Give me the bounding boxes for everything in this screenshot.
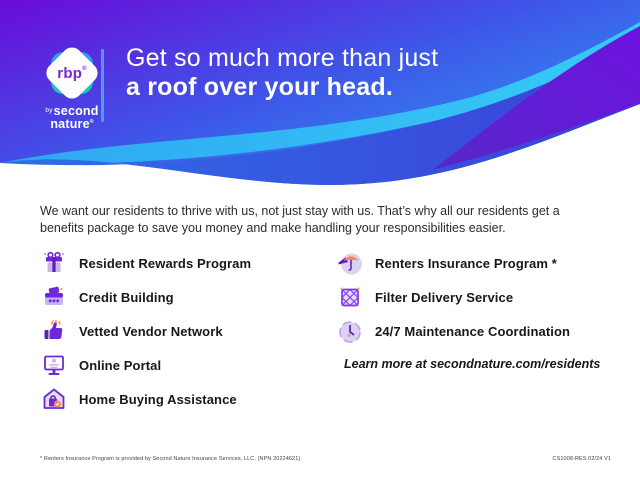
rbp-logo-badge	[43, 44, 101, 102]
filter-icon	[336, 283, 364, 311]
learn-more-url: Learn more at secondnature.com/residents	[344, 357, 601, 371]
feature-label: Home Buying Assistance	[79, 391, 237, 407]
feature-credit-building	[40, 283, 251, 311]
wallet-icon	[40, 283, 68, 311]
feature-filter-delivery	[336, 283, 570, 311]
rbp-wordmark: rbp ®	[57, 64, 87, 82]
footer-document-code: CS1008-RES 02/24 V1	[552, 456, 611, 462]
feature-label: Filter Delivery Service	[375, 289, 514, 305]
umbrella-icon	[336, 249, 364, 277]
feature-label: Resident Rewards Program	[79, 255, 252, 271]
feature-home-buying	[40, 385, 251, 413]
feature-resident-rewards	[40, 249, 251, 277]
feature-label: Renters Insurance Program *	[375, 255, 557, 271]
feature-label: Online Portal	[79, 357, 162, 373]
feature-maintenance	[336, 317, 570, 345]
house-icon	[40, 385, 68, 413]
header-divider-line	[101, 49, 104, 122]
features-left-column	[40, 249, 251, 413]
features-right-column	[336, 249, 570, 345]
feature-renters-insurance	[336, 249, 570, 277]
clock-icon	[336, 317, 364, 345]
thumbs-up-icon	[40, 317, 68, 345]
feature-vetted-vendor	[40, 317, 251, 345]
feature-label: 24/7 Maintenance Coordination	[375, 323, 571, 339]
gift-icon	[40, 249, 68, 277]
title-line-2: a roof over your head.	[126, 73, 393, 101]
footer-disclaimer: * Renters Insurance Program is provided by Second Nature Insurance Services, LLC. (NPN 20224621)	[40, 456, 301, 462]
monitor-icon	[40, 351, 68, 379]
feature-label: Vetted Vendor Network	[79, 323, 223, 339]
page-title	[126, 44, 438, 102]
intro-paragraph: We want our residents to thrive with us, not just stay with us. That’s why all our residents get a benefits package to save you money and make handling your responsibilities easier.	[40, 204, 560, 235]
title-line-1: Get so much more than just	[126, 44, 439, 72]
feature-label: Credit Building	[79, 289, 174, 305]
second-nature-wordmark: $^{by}$second nature®	[45, 104, 99, 131]
feature-online-portal	[40, 351, 251, 379]
